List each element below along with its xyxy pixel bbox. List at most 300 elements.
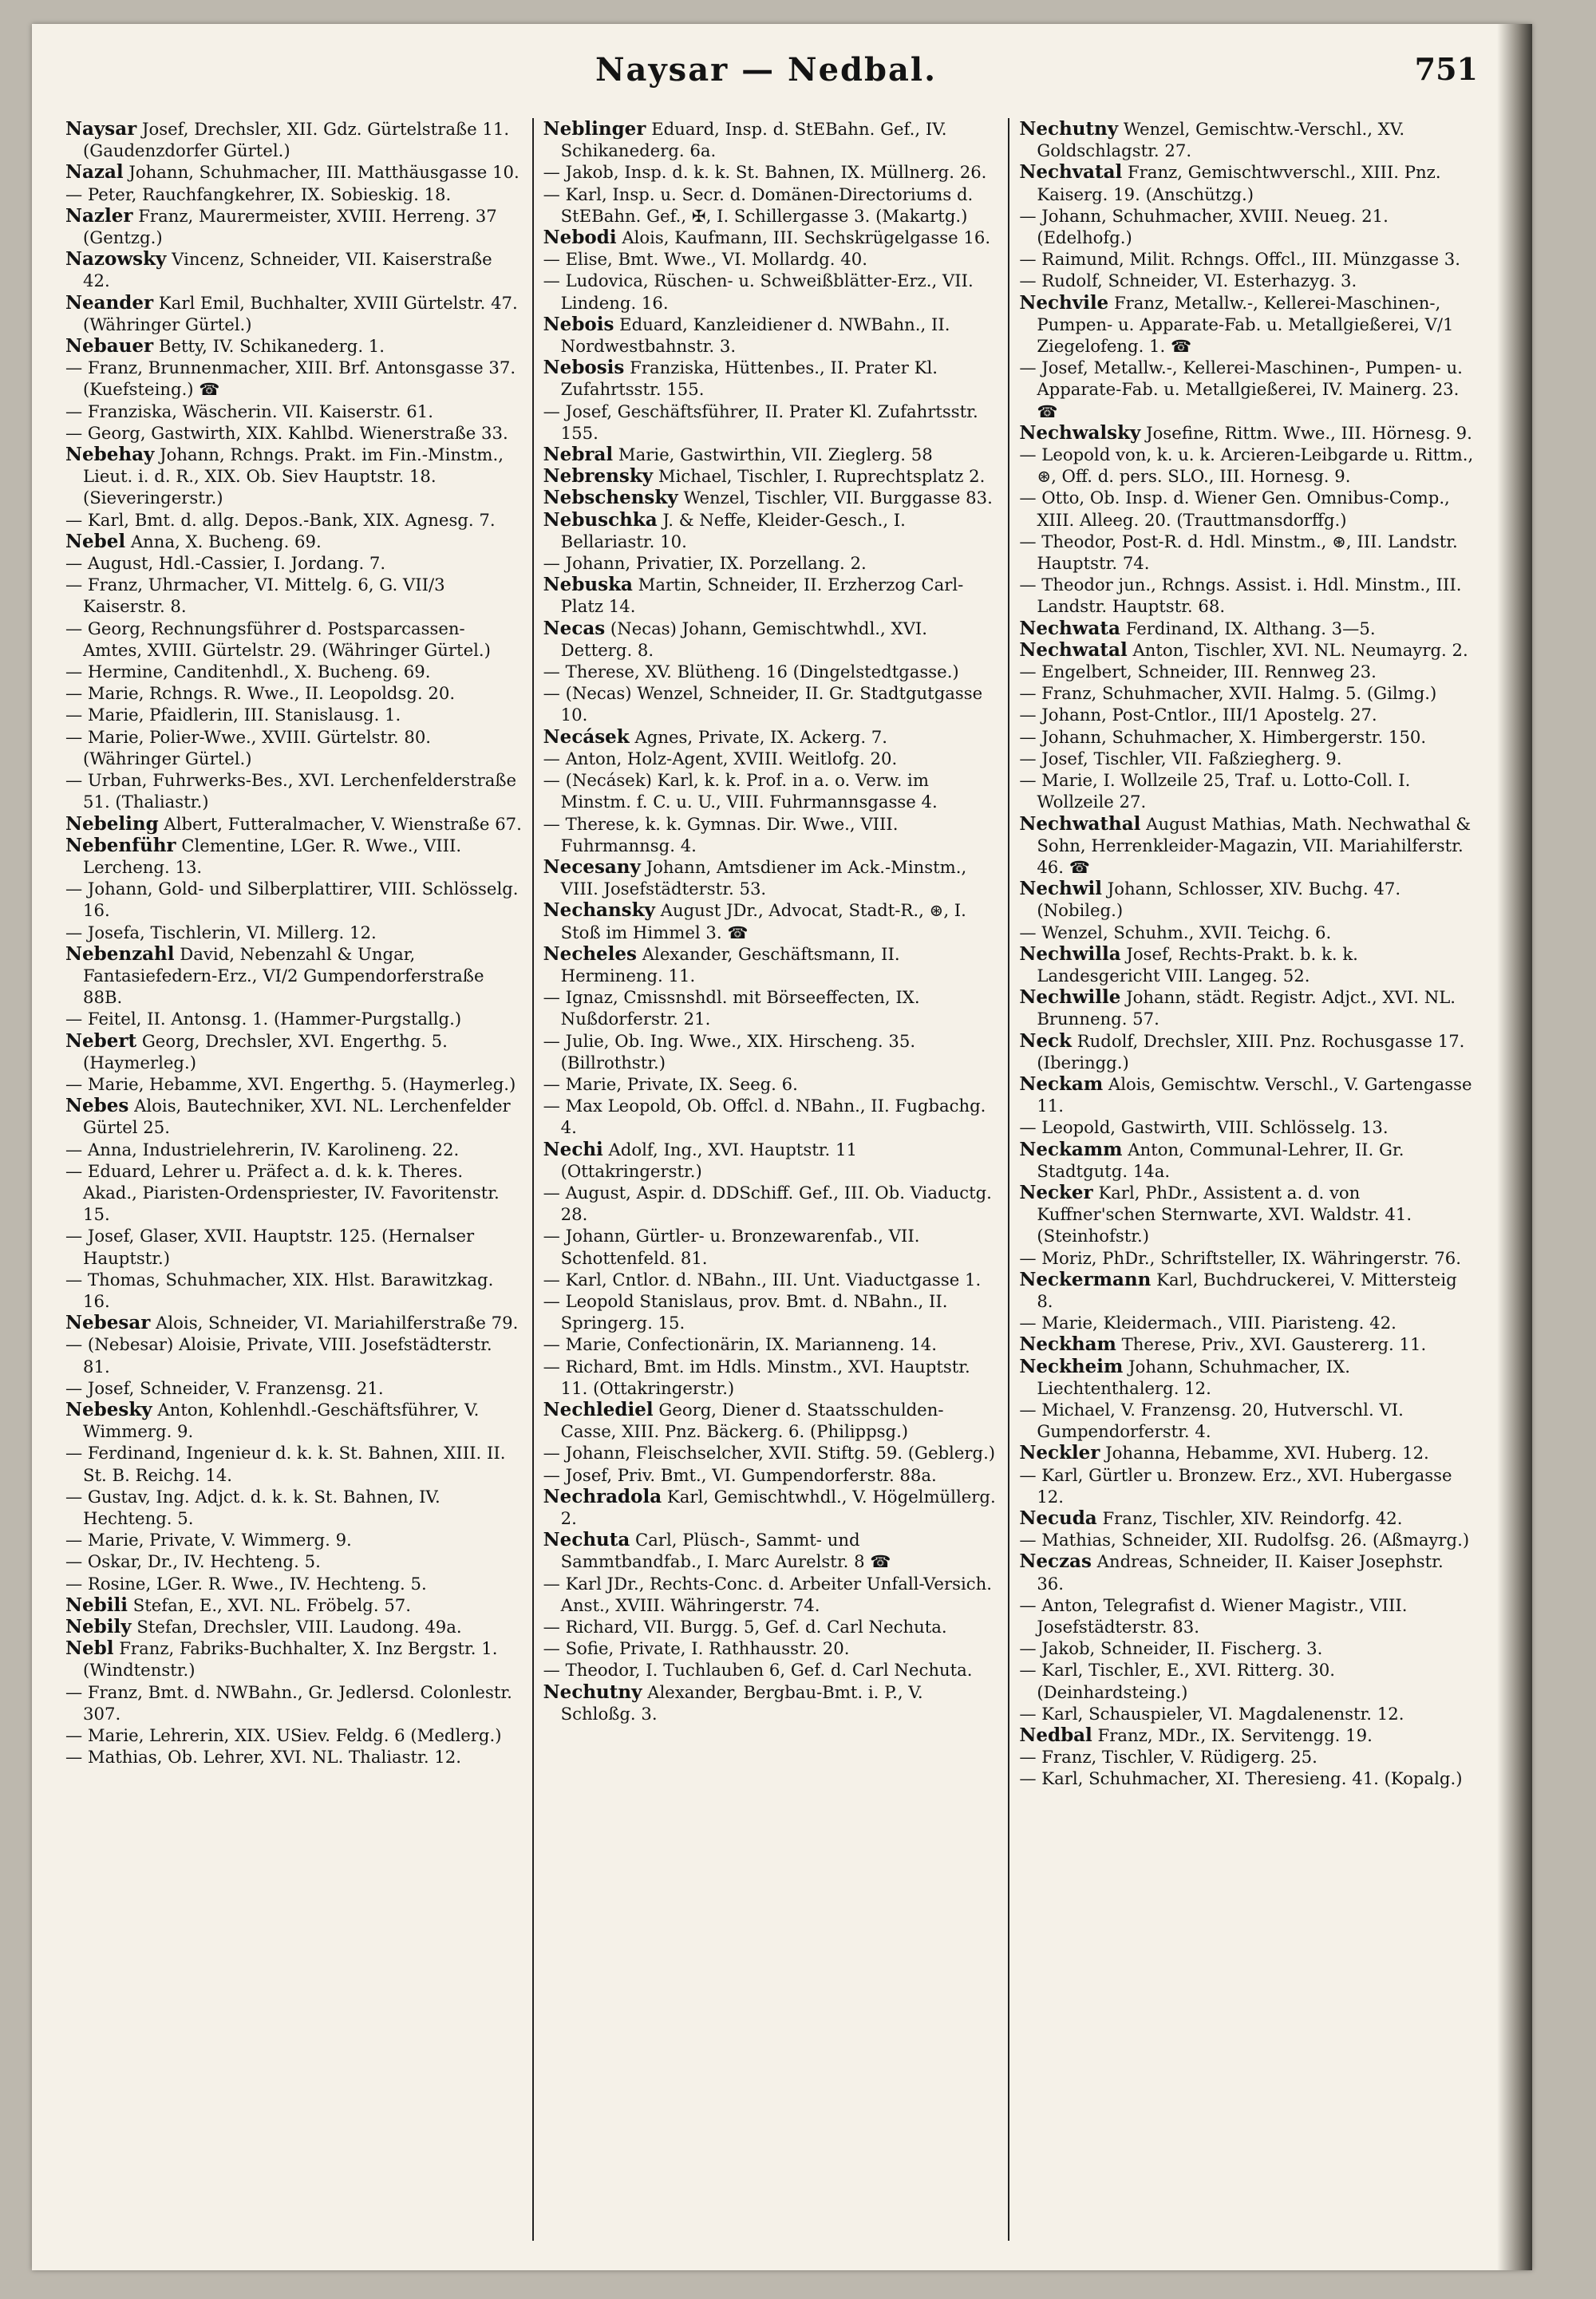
entry-surname: Nebes [65, 1095, 129, 1117]
directory-entry [65, 1486, 523, 1529]
entry-text: — Rudolf, Schneider, VI. Esterhazyg. 3. [1019, 271, 1357, 291]
entry-text: — Sofie, Private, I. Rathhausstr. 20. [543, 1638, 850, 1659]
entry-text: — Moriz, PhDr., Schriftsteller, IX. Währingerstr. 76. [1019, 1247, 1461, 1268]
directory-entry [65, 661, 523, 682]
entry-surname: Nechi [543, 1138, 603, 1160]
entry-surname: Necker [1019, 1181, 1093, 1203]
entry-text: — Karl, Tischler, E., XVI. Ritterg. 30. (Deinhardsteing.) [1019, 1660, 1336, 1702]
directory-entry [65, 1160, 523, 1226]
directory-entry [65, 1681, 523, 1724]
entry-text: — Marie, Pfaidlerin, III. Stanislausg. 1. [65, 705, 401, 725]
directory-entry [543, 1637, 999, 1659]
entry-surname: Nechansky [543, 899, 655, 922]
entry-text: — Wenzel, Schuhm., XVII. Teichg. 6. [1019, 922, 1332, 942]
entry-text: — Michael, V. Franzensg. 20, Hutverschl. VI. Gumpendorferstr. 4. [1019, 1399, 1404, 1442]
directory-entry [65, 1333, 523, 1377]
entry-text: — Eduard, Lehrer u. Präfect a. d. k. k. Theres. Akad., Piaristen-Ordenspriester, IV. Favoritenstr. 15. [65, 1160, 500, 1225]
directory-entry [65, 943, 523, 1009]
entry-text: Alois, Bautechniker, XVI. NL. Lerchenfelder Gürtel 25. [83, 1096, 511, 1138]
entry-text: Josef, Drechsler, XII. Gdz. Gürtelstraße 11. (Gaudenzdorfer Gürtel.) [83, 119, 510, 161]
entry-surname: Nebuska [543, 574, 633, 596]
directory-entry [543, 1095, 999, 1138]
entry-surname: Nebenzahl [65, 942, 175, 965]
entry-text: — Franz, Bmt. d. NWBahn., Gr. Jedlersd. Colonlestr. 307. [65, 1681, 512, 1724]
directory-entry [1019, 1247, 1475, 1269]
entry-text: Franz, Fabriks-Buchhalter, X. Inz Bergstr. 1. (Windtenstr.) [83, 1638, 498, 1681]
entry-surname: Nebili [65, 1594, 128, 1616]
directory-entry [1019, 1399, 1475, 1442]
entry-text: — Therese, XV. Blütheng. 16 (Dingelstedtgasse.) [543, 662, 959, 682]
directory-entry [1019, 878, 1475, 921]
directory-entry [65, 1573, 523, 1594]
entry-text: — Anton, Telegrafist d. Wiener Magistr., VIII. Josefstädterstr. 83. [1019, 1594, 1408, 1637]
directory-entry [543, 769, 999, 812]
entry-text: — Josef, Geschäftsführer, II. Prater Kl. Zufahrtsstr. 155. [543, 401, 978, 443]
directory-columns [56, 118, 1484, 2241]
directory-entry [543, 1442, 999, 1464]
entry-text: Josef, Rechts-Prakt. b. k. k. Landesgericht VIII. Langeg. 52. [1037, 943, 1358, 986]
entry-surname: Nechwille [1019, 986, 1121, 1009]
entry-text: Alois, Kaufmann, III. Sechskrügelgasse 16. [622, 227, 991, 248]
entry-surname: Nechlediel [543, 1398, 654, 1420]
entry-text: Alexander, Bergbau-Bmt. i. P., V. Schloßg. 3. [560, 1681, 923, 1724]
directory-entry [1019, 1594, 1475, 1637]
entry-text: Franz, Maurermeister, XVIII. Herreng. 37 (Gentzg.) [83, 205, 497, 248]
directory-entry [543, 444, 999, 465]
entry-surname: Neckler [1019, 1442, 1100, 1464]
entry-text: — Josef, Schneider, V. Franzensg. 21. [65, 1377, 384, 1398]
entry-text: — Karl, Bmt. d. allg. Depos.-Bank, XIX. Agnesg. 7. [65, 509, 496, 530]
directory-entry [1019, 1659, 1475, 1702]
entry-text: — Marie, Kleidermach., VIII. Piaristeng. 42. [1019, 1313, 1396, 1333]
directory-entry [543, 1486, 999, 1529]
directory-entry [1019, 1507, 1475, 1529]
entry-text: August Mathias, Math. Nechwathal & Sohn, Herrenkleider-Magazin, VII. Mariahilferstr. 46. ☎ [1037, 813, 1472, 877]
entry-text: — Josef, Metallw.-, Kellerei-Maschinen-, Pumpen- u. Apparate-Fab. u. Metallgießerei, IV. Mainerg. 23. ☎ [1019, 357, 1463, 421]
entry-text: — Johann, Post-Cntlor., III/1 Apostelg. 27. [1019, 705, 1377, 725]
directory-entry [543, 986, 999, 1029]
entry-surname: Necas [543, 617, 606, 639]
entry-text: — Franz, Uhrmacher, VI. Mittelg. 6, G. VII/3 Kaiserstr. 8. [65, 575, 445, 617]
directory-entry [65, 769, 523, 812]
directory-entry [1019, 1073, 1475, 1116]
entry-text: — Therese, k. k. Gymnas. Dir. Wwe., VIII. Fuhrmannsg. 4. [543, 813, 899, 855]
directory-entry [65, 1746, 523, 1768]
directory-entry [543, 618, 999, 661]
entry-surname: Nebesar [65, 1312, 151, 1334]
directory-entry [65, 574, 523, 617]
entry-surname: Nebenführ [65, 834, 176, 856]
entry-text: — Richard, VII. Burgg. 5, Gef. d. Carl Nechuta. [543, 1617, 947, 1637]
directory-entry [65, 552, 523, 574]
directory-entry [543, 1290, 999, 1333]
entry-text: Karl Emil, Buchhalter, XVIII Gürtelstr. 47. (Währinger Gürtel.) [83, 292, 518, 334]
entry-surname: Neckermann [1019, 1268, 1152, 1290]
directory-entry [1019, 1703, 1475, 1724]
directory-entry [1019, 748, 1475, 769]
entry-text: — Leopold Stanislaus, prov. Bmt. d. NBahn., II. Springerg. 15. [543, 1290, 948, 1333]
entry-text: — Raimund, Milit. Rchngs. Offcl., III. Münzgasse 3. [1019, 249, 1460, 270]
directory-entry [65, 1399, 523, 1442]
entry-text: — Karl, Gürtler u. Bronzew. Erz., XVI. Hubergasse 12. [1019, 1464, 1452, 1507]
entry-text: — Marie, Private, IX. Seeg. 6. [543, 1073, 798, 1094]
entry-text: — Ferdinand, Ingenieur d. k. k. St. Bahnen, XIII. II. St. B. Reichg. 14. [65, 1443, 506, 1485]
entry-text: — Leopold von, k. u. k. Arcieren-Leibgarde u. Rittm., ⊛, Off. d. pers. SLO., III. Hornesg. 9. [1019, 444, 1474, 487]
directory-entry [1019, 726, 1475, 748]
directory-entry [1019, 118, 1475, 161]
entry-text: — Josefa, Tischlerin, VI. Millerg. 12. [65, 922, 377, 942]
entry-text: — Marie, Lehrerin, XIX. USiev. Feldg. 6 (Medlerg.) [65, 1725, 502, 1746]
entry-text: Stefan, Drechsler, VIII. Laudong. 49a. [136, 1617, 462, 1637]
entry-text: Johanna, Hebamme, XVI. Huberg. 12. [1105, 1443, 1429, 1464]
directory-entry [65, 1616, 523, 1637]
entry-surname: Nebrensky [543, 465, 654, 488]
directory-entry [543, 270, 999, 313]
entry-text: — Jakob, Schneider, II. Fischerg. 3. [1019, 1638, 1323, 1659]
entry-text: Franz, Gemischtwverschl., XIII. Pnz. Kaiserg. 19. (Anschützg.) [1037, 162, 1441, 204]
entry-text: Michael, Tischler, I. Ruprechtsplatz 2. [658, 466, 986, 487]
entry-surname: Nebschensky [543, 487, 678, 509]
directory-entry [65, 205, 523, 248]
directory-entry [543, 1333, 999, 1355]
entry-text: Alexander, Geschäftsmann, II. Hermineng. 11. [560, 943, 900, 986]
entry-text: — Richard, Bmt. im Hdls. Minstm., XVI. Hauptstr. 11. (Ottakringerstr.) [543, 1356, 970, 1398]
directory-column-1 [56, 118, 532, 2241]
directory-entry [65, 509, 523, 531]
directory-entry [543, 401, 999, 444]
entry-surname: Necásek [543, 725, 630, 748]
directory-entry [543, 1659, 999, 1681]
entry-surname: Nazler [65, 204, 133, 227]
entry-text: — Marie, Rchngs. R. Wwe., II. Leopoldsg. 20. [65, 683, 456, 704]
entry-text: Rudolf, Drechsler, XIII. Pnz. Rochusgasse 17. (Iberingg.) [1037, 1030, 1465, 1072]
entry-text: — Johann, Gold- und Silberplattirer, VIII. Schlösselg. 16. [65, 879, 519, 921]
entry-text: Johann, Rchngs. Prakt. im Fin.-Minstm., Lieut. i. d. R., XIX. Ob. Siev Hauptstr. 18. (Sieveringerstr.) [83, 444, 504, 508]
directory-entry [543, 118, 999, 161]
directory-entry [1019, 1333, 1475, 1355]
entry-text: David, Nebenzahl & Ungar, Fantasiefedern-Erz., VI/2 Gumpendorferstraße 88B. [83, 943, 484, 1008]
page-number: 751 [1414, 51, 1478, 87]
directory-entry [65, 1225, 523, 1268]
entry-text: — Theodor, Post-R. d. Hdl. Minstm., ⊛, III. Landstr. Hauptstr. 74. [1019, 531, 1458, 574]
directory-entry [1019, 1116, 1475, 1138]
directory-entry [543, 1182, 999, 1225]
entry-surname: Nebosis [543, 357, 625, 379]
entry-text: — Georg, Gastwirth, XIX. Kahlbd. Wienerstraße 33. [65, 422, 508, 443]
directory-entry [65, 1095, 523, 1138]
entry-text: — Georg, Rechnungsführer d. Postsparcassen-Amtes, XVIII. Gürtelstr. 29. (Währinger Gürtel.) [65, 618, 491, 660]
entry-surname: Nechwilla [1019, 942, 1121, 965]
directory-entry [65, 1637, 523, 1681]
directory-entry [65, 422, 523, 444]
directory-entry [65, 1269, 523, 1312]
entry-surname: Necuda [1019, 1507, 1097, 1529]
entry-surname: Nechuta [543, 1529, 630, 1551]
entry-text: Therese, Priv., XVI. Gaustererg. 11. [1121, 1334, 1427, 1355]
entry-text: Eduard, Kanzleidiener d. NWBahn., II. Nordwestbahnstr. 3. [560, 314, 950, 357]
directory-entry [65, 161, 523, 183]
entry-text: — August, Aspir. d. DDSchiff. Gef., III. Ob. Viaductg. 28. [543, 1182, 992, 1225]
directory-entry [543, 726, 999, 748]
directory-entry [543, 184, 999, 227]
directory-entry [543, 509, 999, 552]
entry-text: — Franz, Brunnenmacher, XIII. Brf. Antonsgasse 37. (Kuefsteing.) ☎ [65, 357, 516, 400]
entry-surname: Nechvile [1019, 291, 1109, 314]
entry-text: — Karl JDr., Rechts-Conc. d. Arbeiter Unfall-Versich. Anst., XVIII. Währingerstr. 74. [543, 1573, 992, 1615]
entry-text: — Anton, Holz-Agent, XVIII. Weitlofg. 20. [543, 748, 898, 768]
entry-text: Anton, Tischler, XVI. NL. Neumayrg. 2. [1132, 639, 1468, 660]
directory-entry [543, 314, 999, 357]
entry-surname: Necesany [543, 855, 641, 878]
directory-entry [543, 574, 999, 617]
entry-surname: Neckheim [1019, 1355, 1124, 1377]
directory-entry [1019, 292, 1475, 357]
directory-entry [65, 335, 523, 357]
entry-text: Karl, PhDr., Assistent a. d. von Kuffner'schen Sternwarte, XVI. Waldstr. 41. (Steinhofstr.) [1037, 1182, 1412, 1246]
directory-entry [543, 1139, 999, 1182]
entry-text: — Gustav, Ing. Adjct. d. k. k. St. Bahnen, IV. Hechteng. 5. [65, 1486, 440, 1528]
directory-entry [543, 943, 999, 986]
directory-entry [1019, 1442, 1475, 1464]
directory-entry [65, 1312, 523, 1333]
entry-text: — Peter, Rauchfangkehrer, IX. Sobieskig. 18. [65, 184, 452, 204]
directory-entry [65, 1550, 523, 1572]
directory-column-3 [1008, 118, 1484, 2241]
entry-text: — Johann, Schuhmacher, XVIII. Neueg. 21. (Edelhofg.) [1019, 205, 1389, 248]
directory-column-2 [532, 118, 1009, 2241]
directory-entry [1019, 813, 1475, 879]
directory-entry [65, 922, 523, 943]
directory-entry [543, 161, 999, 183]
directory-entry [65, 1030, 523, 1073]
entry-text: Alois, Gemischtw. Verschl., V. Gartengasse 11. [1037, 1073, 1472, 1116]
entry-text: — Josef, Tischler, VII. Faßziegherg. 9. [1019, 748, 1342, 768]
directory-entry [543, 1399, 999, 1442]
directory-entry [543, 357, 999, 400]
directory-entry [543, 1030, 999, 1073]
entry-surname: Neckamm [1019, 1138, 1123, 1160]
entry-surname: Neckham [1019, 1333, 1116, 1356]
entry-text: Karl, Buchdruckerei, V. Mittersteig 8. [1037, 1269, 1457, 1311]
directory-entry [1019, 444, 1475, 487]
directory-entry [1019, 922, 1475, 943]
entry-text: — August, Hdl.-Cassier, I. Jordang. 7. [65, 553, 386, 574]
entry-text: — Marie, Confectionärin, IX. Marianneng. 14. [543, 1334, 938, 1355]
directory-entry [543, 856, 999, 899]
entry-text: Johann, städt. Registr. Adjct., XVI. NL. Brunneng. 57. [1037, 987, 1456, 1029]
directory-entry [65, 292, 523, 335]
entry-surname: Nechradola [543, 1485, 662, 1507]
directory-entry [1019, 704, 1475, 725]
directory-entry [543, 1616, 999, 1637]
directory-entry [65, 618, 523, 661]
entry-text: Georg, Drechsler, XVI. Engerthg. 5. (Haymerleg.) [83, 1030, 448, 1072]
entry-text: — Karl, Insp. u. Secr. d. Domänen-Directoriums d. StEBahn. Gef., ✠, I. Schillergasse 3. (Makartg.) [543, 184, 974, 226]
entry-text: Georg, Diener d. Staatsschulden-Casse, XIII. Pnz. Bäckerg. 6. (Philippsg.) [560, 1399, 944, 1442]
entry-text: — Karl, Cntlor. d. NBahn., III. Unt. Viaductgasse 1. [543, 1269, 982, 1290]
entry-surname: Neck [1019, 1029, 1072, 1052]
directory-entry [1019, 487, 1475, 530]
entry-text: (Necas) Johann, Gemischtwhdl., XVI. Detterg. 8. [560, 618, 927, 660]
entry-surname: Nebehay [65, 444, 155, 466]
entry-text: Wenzel, Tischler, VII. Burggasse 83. [683, 488, 993, 508]
entry-text: — Jakob, Insp. d. k. k. St. Bahnen, IX. Müllnerg. 26. [543, 162, 987, 183]
entry-text: Johann, Schuhmacher, III. Matthäusgasse 10. [128, 162, 519, 183]
directory-entry [65, 682, 523, 704]
entry-surname: Nebuschka [543, 508, 658, 531]
directory-entry [65, 878, 523, 921]
directory-entry [65, 1008, 523, 1029]
entry-text: Anton, Kohlenhdl.-Geschäftsführer, V. Wimmerg. 9. [83, 1399, 480, 1442]
directory-entry [65, 444, 523, 509]
entry-text: — Johann, Fleischselcher, XVII. Stiftg. 59. (Geblerg.) [543, 1443, 996, 1464]
directory-entry [543, 1225, 999, 1268]
entry-text: — Theodor jun., Rchngs. Assist. i. Hdl. Minstm., III. Landstr. Hauptstr. 68. [1019, 575, 1462, 617]
entry-text: — Marie, Polier-Wwe., XVIII. Gürtelstr. 80. (Währinger Gürtel.) [65, 726, 432, 768]
directory-entry [65, 726, 523, 769]
entry-text: Anna, X. Bucheng. 69. [130, 531, 322, 551]
entry-text: Franz, MDr., IX. Servitengg. 19. [1097, 1725, 1373, 1746]
entry-text: Marie, Gastwirthin, VII. Zieglerg. 58 [618, 444, 933, 465]
directory-entry [543, 899, 999, 942]
directory-entry [1019, 769, 1475, 812]
entry-surname: Nedbal [1019, 1724, 1092, 1747]
directory-entry [1019, 357, 1475, 422]
entry-text: — Franz, Tischler, V. Rüdigerg. 25. [1019, 1747, 1317, 1768]
directory-entry [1019, 1030, 1475, 1073]
entry-text: — (Necas) Wenzel, Schneider, II. Gr. Stadtgutgasse 10. [543, 683, 983, 725]
directory-entry [1019, 1312, 1475, 1333]
entry-text: — Mathias, Ob. Lehrer, XVI. NL. Thaliastr. 12. [65, 1747, 461, 1768]
directory-entry [1019, 574, 1475, 617]
entry-surname: Nebeling [65, 812, 159, 835]
directory-entry [65, 813, 523, 835]
entry-surname: Nebesky [65, 1398, 152, 1420]
directory-entry [65, 1139, 523, 1160]
entry-surname: Nebral [543, 444, 614, 466]
directory-entry [65, 704, 523, 725]
entry-text: Johann, Schlosser, XIV. Buchg. 47. (Nobileg.) [1037, 879, 1401, 921]
directory-entry [65, 1529, 523, 1550]
entry-surname: Nechwil [1019, 878, 1102, 900]
directory-entry [543, 552, 999, 574]
entry-text: — Max Leopold, Ob. Offcl. d. NBahn., II. Fugbachg. 4. [543, 1096, 986, 1138]
entry-text: — Johann, Gürtler- u. Bronzewarenfab., VII. Schottenfeld. 81. [543, 1226, 920, 1268]
entry-text: — Rosine, LGer. R. Wwe., IV. Hechteng. 5. [65, 1573, 427, 1594]
page-spine-shadow [1497, 24, 1532, 2270]
entry-surname: Nechwalsky [1019, 421, 1141, 444]
entry-text: Andreas, Schneider, II. Kaiser Josephstr. 36. [1037, 1551, 1444, 1594]
directory-entry [65, 184, 523, 205]
entry-text: Franziska, Hüttenbes., II. Prater Kl. Zufahrtsstr. 155. [560, 357, 938, 400]
entry-text: — Theodor, I. Tuchlauben 6, Gef. d. Carl Nechuta. [543, 1660, 973, 1681]
entry-surname: Neander [65, 291, 154, 314]
entry-surname: Neblinger [543, 118, 646, 140]
entry-surname: Nazal [65, 161, 124, 184]
directory-entry [1019, 661, 1475, 682]
entry-text: — Marie, Hebamme, XVI. Engerthg. 5. (Haymerleg.) [65, 1073, 516, 1094]
entry-text: — Karl, Schuhmacher, XI. Theresieng. 41. (Kopalg.) [1019, 1768, 1463, 1789]
directory-entry [1019, 531, 1475, 574]
directory-entry [543, 748, 999, 769]
entry-surname: Neczas [1019, 1550, 1092, 1573]
entry-text: — Thomas, Schuhmacher, XIX. Hlst. Barawitzkag. 16. [65, 1269, 494, 1311]
entry-text: Betty, IV. Schikanederg. 1. [158, 336, 385, 357]
directory-entry [1019, 618, 1475, 639]
entry-surname: Nechwathal [1019, 812, 1141, 835]
entry-surname: Nechutny [543, 1681, 642, 1703]
entry-text: Wenzel, Gemischtw.-Verschl., XV. Goldschlagstr. 27. [1037, 119, 1405, 161]
entry-text: Johann, Amtsdiener im Ack.-Minstm., VIII. Josefstädterstr. 53. [560, 856, 967, 899]
directory-entry [1019, 248, 1475, 270]
entry-surname: Nechwata [1019, 617, 1120, 639]
entry-text: Carl, Plüsch-, Sammt- und Sammtbandfab., I. Marc Aurelstr. 8 ☎ [560, 1530, 891, 1572]
directory-entry [543, 227, 999, 248]
entry-text: — Johann, Schuhmacher, X. Himbergerstr. 150. [1019, 726, 1427, 747]
directory-entry [543, 813, 999, 856]
directory-entry [543, 1681, 999, 1724]
directory-entry [543, 248, 999, 270]
entry-text: — Otto, Ob. Insp. d. Wiener Gen. Omnibus-Comp., XIII. Alleeg. 20. (Trauttmansdorffg.) [1019, 488, 1450, 530]
directory-entry [543, 1573, 999, 1616]
directory-entry [1019, 1182, 1475, 1247]
directory-entry [543, 661, 999, 682]
entry-surname: Nebel [65, 530, 126, 552]
entry-surname: Nebauer [65, 335, 154, 357]
entry-surname: Necheles [543, 942, 637, 965]
entry-text: — Marie, Private, V. Wimmerg. 9. [65, 1530, 352, 1550]
entry-text: — (Nebesar) Aloisie, Private, VIII. Josefstädterstr. 81. [65, 1334, 492, 1377]
directory-entry [543, 1269, 999, 1290]
directory-entry [1019, 1464, 1475, 1507]
entry-text: — Julie, Ob. Ing. Wwe., XIX. Hirscheng. 35. (Billrothstr.) [543, 1030, 916, 1072]
directory-entry [543, 1073, 999, 1095]
entry-surname: Nebily [65, 1616, 132, 1638]
entry-text: Adolf, Ing., XVI. Hauptstr. 11 (Ottakringerstr.) [560, 1139, 857, 1181]
directory-entry [543, 682, 999, 725]
entry-text: — Mathias, Schneider, XII. Rudolfsg. 26. (Aßmayrg.) [1019, 1530, 1470, 1550]
entry-text: Albert, Futteralmacher, V. Wienstraße 67. [164, 813, 522, 834]
directory-entry [1019, 1356, 1475, 1399]
directory-entry [65, 1442, 523, 1485]
entry-text: — Oskar, Dr., IV. Hechteng. 5. [65, 1551, 321, 1572]
directory-entry [1019, 161, 1475, 204]
directory-entry [65, 835, 523, 878]
entry-text: — Anna, Industrielehrerin, IV. Karolineng. 22. [65, 1139, 460, 1159]
entry-text: Eduard, Insp. d. StEBahn. Gef., IV. Schikanederg. 6a. [560, 119, 947, 161]
entry-text: — Josef, Priv. Bmt., VI. Gumpendorferstr. 88a. [543, 1464, 937, 1485]
entry-text: Clementine, LGer. R. Wwe., VIII. Lercheng. 13. [83, 835, 462, 877]
directory-entry [1019, 1529, 1475, 1550]
running-head: Naysar — Nedbal. [595, 51, 938, 89]
directory-entry [65, 1377, 523, 1399]
entry-text: Franz, Tischler, XIV. Reindorfg. 42. [1102, 1508, 1403, 1528]
directory-entry [1019, 1550, 1475, 1594]
directory-entry [1019, 422, 1475, 444]
directory-page [32, 24, 1532, 2270]
entry-text: Karl, Gemischtwhdl., V. Högelmüllerg. 2. [560, 1486, 996, 1528]
entry-surname: Nebois [543, 313, 614, 335]
directory-entry [65, 1594, 523, 1616]
entry-surname: Neckam [1019, 1072, 1104, 1095]
directory-entry [65, 248, 523, 291]
entry-text: — Urban, Fuhrwerks-Bes., XVI. Lerchenfelderstraße 51. (Thaliastr.) [65, 770, 517, 812]
directory-entry [1019, 1768, 1475, 1789]
entry-text: — Feitel, II. Antonsg. 1. (Hammer-Purgstallg.) [65, 1009, 462, 1029]
entry-text: — Franziska, Wäscherin. VII. Kaiserstr. 61. [65, 401, 433, 421]
directory-entry [1019, 1139, 1475, 1182]
directory-entry [1019, 1637, 1475, 1659]
